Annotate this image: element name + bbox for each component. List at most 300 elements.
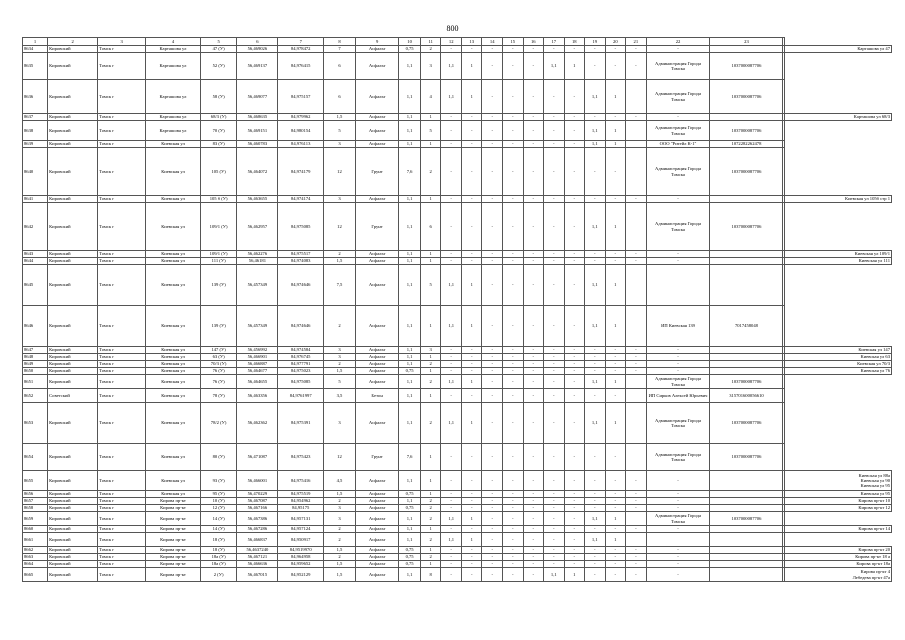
table-cell: - [441, 121, 462, 141]
table-cell: - [482, 361, 503, 368]
address-line: Киевская ул 76 [860, 368, 890, 374]
table-cell: 1,1 [585, 121, 606, 141]
table-cell: - [585, 444, 606, 471]
table-cell: 139 (У) [200, 306, 236, 347]
table-cell: - [482, 491, 503, 498]
record-number-cell: 8643 [23, 251, 48, 258]
table-cell: 4,5 [324, 471, 356, 491]
owner-cell: ИП Сирков Алексей Юрьевич [646, 389, 710, 403]
table-cell: - [585, 53, 606, 80]
table-cell: - [523, 148, 544, 196]
table-row [23, 498, 892, 505]
table-row [23, 403, 892, 444]
table-cell: - [441, 258, 462, 265]
table-cell: - [441, 547, 462, 554]
addresses-cell [783, 403, 784, 444]
table-cell: - [523, 361, 544, 368]
table-cell: 56,467015 [237, 568, 278, 582]
table-cell: - [544, 368, 565, 375]
table-cell: Томск г [98, 368, 146, 375]
table-cell: Асфальт [355, 361, 398, 368]
table-cell: - [441, 114, 462, 121]
address-line: Кирова пр-кт 20 [858, 547, 890, 553]
table-cell: Кировский [48, 403, 98, 444]
ogrn-cell [710, 526, 783, 533]
table-cell: 1,1 [399, 389, 421, 403]
table-cell: 4 [420, 80, 441, 114]
table-cell: 1 [605, 403, 626, 444]
table-cell: Киевская ул [146, 361, 201, 368]
table-cell: - [564, 526, 585, 533]
table-cell: 7,5 [324, 265, 356, 306]
table-cell: - [544, 148, 565, 196]
table-cell: 1,1 [399, 265, 421, 306]
table-cell: 1,1 [585, 203, 606, 251]
table-cell: 76 (У) [200, 375, 236, 389]
table-cell: 1,1 [399, 498, 421, 505]
table-cell: 84,975519 [278, 491, 324, 498]
table-cell: 84,976113 [278, 141, 324, 148]
table-cell: - [523, 368, 544, 375]
table-cell: - [502, 141, 523, 148]
table-cell: - [482, 53, 503, 80]
record-number-cell: 8654 [23, 444, 48, 471]
table-cell [626, 141, 647, 148]
table-cell: - [544, 361, 565, 368]
column-number-row [23, 38, 892, 46]
table-row [23, 526, 892, 533]
ogrn-cell: 1037000087706 [710, 121, 783, 141]
table-cell: 1 [420, 258, 441, 265]
ogrn-cell: 315701600056610 [710, 389, 783, 403]
table-cell: 1,1 [399, 196, 421, 203]
table-cell: 1 [461, 53, 482, 80]
table-cell: - [523, 347, 544, 354]
table-cell: Томск г [98, 148, 146, 196]
record-number-cell: 8641 [23, 196, 48, 203]
table-cell: - [502, 258, 523, 265]
table-cell: - [564, 141, 585, 148]
column-number: 7 [278, 38, 324, 46]
table-cell: 84,952129 [278, 568, 324, 582]
addresses-cell [783, 53, 784, 80]
table-cell: - [544, 196, 565, 203]
table-cell: - [564, 505, 585, 512]
address-line: Киевская ул 88а [858, 472, 890, 478]
table-cell: Асфальт [355, 375, 398, 389]
table-cell: - [626, 547, 647, 554]
table-cell: - [441, 505, 462, 512]
table-cell: Киевская ул [146, 148, 201, 196]
ogrn-cell [710, 561, 783, 568]
table-cell: 1,1 [399, 114, 421, 121]
table-cell: Киевская ул [146, 403, 201, 444]
table-cell: Асфальт [355, 505, 398, 512]
table-cell: Кировский [48, 258, 98, 265]
table-cell: Асфальт [355, 403, 398, 444]
table-cell: - [523, 547, 544, 554]
table-cell: - [523, 258, 544, 265]
owner-cell: Администрация Города Томска [646, 80, 710, 114]
table-cell: - [564, 361, 585, 368]
column-number: 6 [237, 38, 278, 46]
table-cell: - [482, 141, 503, 148]
table-cell: - [564, 258, 585, 265]
table-cell: 68/3 (У) [200, 114, 236, 121]
table-cell: - [461, 347, 482, 354]
table-cell: Кировский [48, 368, 98, 375]
table-cell: Кирова пр-кт [146, 498, 201, 505]
table-cell: 1 [461, 375, 482, 389]
table-cell: - [544, 80, 565, 114]
ogrn-cell [710, 347, 783, 354]
table-cell: 5 [324, 375, 356, 389]
table-cell: - [564, 547, 585, 554]
table-cell: Кировский [48, 505, 98, 512]
table-cell: 1,1 [399, 403, 421, 444]
table-cell: 1,1 [399, 533, 421, 547]
table-cell: 1 [605, 80, 626, 114]
register-table [22, 37, 892, 582]
table-cell: 1,5 [324, 258, 356, 265]
table-cell: 3 [324, 354, 356, 361]
ogrn-cell: 1037000087706 [710, 403, 783, 444]
table-cell: - [441, 251, 462, 258]
table-cell: 1,1 [441, 403, 462, 444]
column-number: 1 [23, 38, 48, 46]
owner-cell: - [646, 526, 710, 533]
addresses-cell [783, 375, 784, 389]
table-cell: 7 [324, 46, 356, 53]
table-cell: - [564, 512, 585, 526]
table-cell: 1 [461, 533, 482, 547]
owner-cell: - [646, 347, 710, 354]
table-cell: 56,469137 [237, 53, 278, 80]
table-cell: 1,1 [441, 306, 462, 347]
table-cell: - [626, 505, 647, 512]
owner-cell: Администрация Города Томска [646, 203, 710, 251]
table-cell: - [544, 121, 565, 141]
table-cell: - [523, 203, 544, 251]
table-row [23, 505, 892, 512]
addresses-cell [783, 141, 784, 148]
table-cell: 84,974584 [278, 347, 324, 354]
table-cell: 2 [324, 554, 356, 561]
table-cell: Асфальт [355, 46, 398, 53]
table-cell: Асфальт [355, 526, 398, 533]
table-cell: - [564, 554, 585, 561]
table-cell: 1 [461, 403, 482, 444]
table-cell: - [626, 561, 647, 568]
table-cell: - [502, 498, 523, 505]
table-cell: 0,75 [399, 491, 421, 498]
table-cell: Асфальт [355, 568, 398, 582]
table-cell: - [502, 554, 523, 561]
table-cell: 56,456992 [237, 347, 278, 354]
table-cell: 1,1 [399, 471, 421, 491]
table-cell: Асфальт [355, 498, 398, 505]
table-cell: - [564, 251, 585, 258]
table-cell: - [544, 114, 565, 121]
table-cell: Асфальт [355, 306, 398, 347]
table-cell: 0,75 [399, 561, 421, 568]
table-cell: Асфальт [355, 554, 398, 561]
table-cell: - [441, 491, 462, 498]
table-cell: - [626, 526, 647, 533]
table-cell: Киевская ул [146, 444, 201, 471]
table-cell: 1,5 [324, 568, 356, 582]
table-cell: Кирова пр-кт [146, 526, 201, 533]
table-cell: 1,5 [324, 561, 356, 568]
table-cell: Киевская ул [146, 196, 201, 203]
column-number: 4 [146, 38, 201, 46]
addresses-cell [783, 265, 784, 306]
table-cell: - [461, 471, 482, 491]
table-cell: - [441, 361, 462, 368]
table-cell: Киевская ул [146, 347, 201, 354]
owner-cell: Администрация Города Томска [646, 53, 710, 80]
ogrn-cell [710, 554, 783, 561]
table-cell: - [482, 251, 503, 258]
table-cell: Томск г [98, 80, 146, 114]
table-cell: 84,980154 [278, 121, 324, 141]
table-cell: Карташова ул [146, 46, 201, 53]
table-cell: 56,466001 [237, 471, 278, 491]
table-row [23, 347, 892, 354]
ogrn-cell [710, 251, 783, 258]
table-cell: Асфальт [355, 368, 398, 375]
table-cell: - [605, 354, 626, 361]
table-cell: - [605, 554, 626, 561]
table-cell: 139 (У) [200, 265, 236, 306]
table-cell: - [605, 491, 626, 498]
table-cell: - [502, 114, 523, 121]
owner-cell [646, 533, 710, 547]
table-cell: Томск г [98, 251, 146, 258]
table-cell: - [564, 498, 585, 505]
table-cell: Карташова ул [146, 53, 201, 80]
table-cell: - [482, 498, 503, 505]
column-number: 2 [48, 38, 98, 46]
column-number: 20 [605, 38, 626, 46]
table-cell: 1,1 [441, 53, 462, 80]
table-cell: 2 [420, 505, 441, 512]
table-cell: 56,466636 [237, 561, 278, 568]
table-cell: 83 (У) [200, 141, 236, 148]
record-number-cell: 8640 [23, 148, 48, 196]
table-cell: - [482, 403, 503, 444]
table-cell: - [564, 80, 585, 114]
addresses-cell [784, 471, 891, 491]
table-cell: - [544, 375, 565, 389]
table-cell: 1 [420, 306, 441, 347]
table-cell: Асфальт [355, 512, 398, 526]
table-cell: 109/1 (У) [200, 251, 236, 258]
table-cell: - [626, 46, 647, 53]
table-cell: - [544, 258, 565, 265]
table-cell [626, 306, 647, 347]
table-cell: 0,75 [399, 368, 421, 375]
table-cell: - [585, 354, 606, 361]
ogrn-cell [710, 533, 783, 547]
ogrn-cell: 7017458048 [710, 306, 783, 347]
table-cell: - [523, 561, 544, 568]
table-cell: 1,1 [399, 512, 421, 526]
table-cell: - [482, 547, 503, 554]
table-cell: - [564, 375, 585, 389]
table-cell: - [461, 505, 482, 512]
table-cell: 1 [461, 80, 482, 114]
table-cell: 56,468635 [237, 114, 278, 121]
table-cell: 1 [420, 547, 441, 554]
table-cell: - [523, 306, 544, 347]
table-cell: - [441, 561, 462, 568]
record-number-cell: 8648 [23, 354, 48, 361]
record-number-cell: 8650 [23, 368, 48, 375]
table-cell: - [461, 389, 482, 403]
table-cell: - [482, 114, 503, 121]
table-cell: 56,462362 [237, 403, 278, 444]
table-cell: - [502, 53, 523, 80]
address-line: Кирова пр-кт 10 [858, 498, 890, 504]
table-row [23, 568, 892, 582]
ogrn-cell [710, 46, 783, 53]
table-cell: - [502, 368, 523, 375]
table-cell: - [585, 491, 606, 498]
table-cell: 1,1 [399, 568, 421, 582]
table-cell: - [502, 354, 523, 361]
record-number-cell: 8636 [23, 80, 48, 114]
table-cell: - [605, 561, 626, 568]
column-number: 18 [564, 38, 585, 46]
ogrn-cell [710, 568, 783, 582]
table-cell: 1,1 [399, 347, 421, 354]
table-cell: - [523, 554, 544, 561]
table-cell: Асфальт [355, 80, 398, 114]
table-cell: - [502, 547, 523, 554]
table-cell: 84,975157 [278, 80, 324, 114]
table-cell: - [605, 368, 626, 375]
table-cell: 2 [420, 46, 441, 53]
owner-cell: Администрация Города Томска [646, 512, 710, 526]
table-cell: - [441, 444, 462, 471]
table-row [23, 512, 892, 526]
column-number: 9 [355, 38, 398, 46]
table-cell: - [585, 347, 606, 354]
owner-cell: - [646, 561, 710, 568]
owner-cell: - [646, 114, 710, 121]
table-cell: 105 (У) [200, 148, 236, 196]
table-cell: - [441, 46, 462, 53]
owner-cell: - [646, 196, 710, 203]
addresses-cell [783, 203, 784, 251]
table-cell: - [502, 561, 523, 568]
table-cell: 2 [420, 512, 441, 526]
record-number-cell: 8653 [23, 403, 48, 444]
table-cell: - [502, 375, 523, 389]
table-cell: 3 [420, 347, 441, 354]
table-cell: Грунт [355, 444, 398, 471]
table-cell: 12 [324, 203, 356, 251]
owner-cell: Администрация Города Томска [646, 444, 710, 471]
column-number: 12 [441, 38, 462, 46]
table-cell: 56,467386 [237, 512, 278, 526]
owner-cell: - [646, 491, 710, 498]
table-cell: - [605, 361, 626, 368]
table-row [23, 491, 892, 498]
table-cell: 56,464677 [237, 368, 278, 375]
table-cell: - [502, 306, 523, 347]
table-cell: - [502, 347, 523, 354]
table-cell: 1,1 [585, 141, 606, 148]
table-cell: 1,1 [441, 533, 462, 547]
table-cell: Кировский [48, 347, 98, 354]
table-cell: Кировский [48, 361, 98, 368]
table-cell: - [585, 554, 606, 561]
table-cell: - [502, 148, 523, 196]
table-cell: - [441, 148, 462, 196]
table-cell [626, 203, 647, 251]
table-cell: 84,975416 [278, 471, 324, 491]
address-line: Киевская ул 147 [858, 347, 890, 353]
table-cell: 78 (У) [200, 389, 236, 403]
record-number-cell: 8637 [23, 114, 48, 121]
table-cell: - [605, 526, 626, 533]
table-cell: Асфальт [355, 561, 398, 568]
owner-cell: ООО "Ритейл К-1" [646, 141, 710, 148]
ogrn-cell [710, 114, 783, 121]
table-cell: Асфальт [355, 53, 398, 80]
table-cell: Киевская ул [146, 375, 201, 389]
table-cell: - [502, 265, 523, 306]
table-row [23, 375, 892, 389]
record-number-cell: 8662 [23, 547, 48, 554]
table-cell: - [502, 512, 523, 526]
table-cell: - [626, 196, 647, 203]
table-cell: Кировский [48, 141, 98, 148]
owner-cell: - [646, 471, 710, 491]
table-cell: 1,1 [441, 265, 462, 306]
table-cell: 93 (У) [200, 471, 236, 491]
table-cell: - [626, 251, 647, 258]
table-cell [626, 389, 647, 403]
table-cell: 84,975085 [278, 203, 324, 251]
table-cell: 2 [324, 306, 356, 347]
table-cell: 84,974083 [278, 258, 324, 265]
table-cell: Кирова пр-кт [146, 547, 201, 554]
table-cell: 56,470229 [237, 491, 278, 498]
table-row [23, 444, 892, 471]
table-cell: Кировский [48, 547, 98, 554]
table-cell: Киевская ул [146, 471, 201, 491]
table-cell: - [564, 121, 585, 141]
table-cell: - [523, 53, 544, 80]
table-row [23, 547, 892, 554]
addresses-cell [784, 498, 891, 505]
addresses-cell [784, 46, 891, 53]
table-cell: Асфальт [355, 491, 398, 498]
table-cell: - [523, 354, 544, 361]
table-cell: 1 [564, 53, 585, 80]
table-cell: - [564, 306, 585, 347]
table-cell: - [441, 471, 462, 491]
table-cell: - [626, 368, 647, 375]
table-cell: 95 (У) [200, 491, 236, 498]
table-cell: 1,1 [585, 533, 606, 547]
table-cell: 56,463356 [237, 389, 278, 403]
table-cell: - [544, 265, 565, 306]
table-cell: - [544, 491, 565, 498]
